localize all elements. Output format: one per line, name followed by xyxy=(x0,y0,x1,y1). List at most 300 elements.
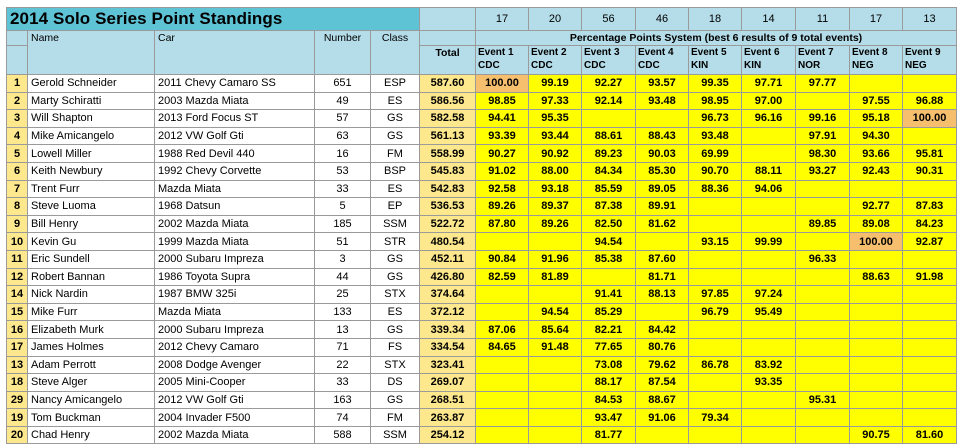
event-score: 88.13 xyxy=(636,286,689,304)
event-score xyxy=(476,303,529,321)
driver-name: Mike Furr xyxy=(28,303,155,321)
event-score: 89.91 xyxy=(636,198,689,216)
event-score xyxy=(796,374,850,392)
event-score xyxy=(529,391,582,409)
event-score xyxy=(742,215,796,233)
car-number: 51 xyxy=(315,233,371,251)
event-score: 79.62 xyxy=(636,356,689,374)
standings-table xyxy=(6,7,957,444)
table-row xyxy=(7,356,957,374)
event-score: 97.91 xyxy=(796,127,850,145)
event-score: 85.38 xyxy=(582,250,636,268)
class-cell: GS xyxy=(371,127,420,145)
class-cell: EP xyxy=(371,198,420,216)
event-score xyxy=(742,268,796,286)
driver-name: Chad Henry xyxy=(28,426,155,444)
car-name: 2005 Mini-Cooper xyxy=(155,374,315,392)
car-number: 71 xyxy=(315,338,371,356)
driver-name: Bill Henry xyxy=(28,215,155,233)
car-number: 33 xyxy=(315,374,371,392)
car-name: 1987 BMW 325i xyxy=(155,286,315,304)
table-row xyxy=(7,409,957,427)
event-score xyxy=(742,391,796,409)
event-score: 91.06 xyxy=(636,409,689,427)
event-score: 84.23 xyxy=(903,215,957,233)
event-score xyxy=(742,426,796,444)
event-score xyxy=(636,110,689,128)
event-score: 88.67 xyxy=(636,391,689,409)
driver-name: Adam Perrott xyxy=(28,356,155,374)
event-score xyxy=(903,321,957,339)
event-score: 79.34 xyxy=(689,409,742,427)
event-region: NOR xyxy=(798,60,821,71)
event-score: 93.57 xyxy=(636,75,689,93)
event-score xyxy=(850,75,903,93)
event-header xyxy=(636,46,689,75)
table-row xyxy=(7,286,957,304)
driver-name: Keith Newbury xyxy=(28,162,155,180)
event-header xyxy=(476,46,529,75)
table-row xyxy=(7,198,957,216)
event-score: 93.48 xyxy=(689,127,742,145)
event-count: 14 xyxy=(742,8,796,31)
event-score xyxy=(903,409,957,427)
event-score xyxy=(796,180,850,198)
event-score: 94.54 xyxy=(582,233,636,251)
event-score: 90.31 xyxy=(903,162,957,180)
event-label: Event 3 xyxy=(584,47,620,58)
event-label: Event 7 xyxy=(798,47,834,58)
event-score: 95.49 xyxy=(742,303,796,321)
driver-name: Steve Luoma xyxy=(28,198,155,216)
total-score: 323.41 xyxy=(420,356,476,374)
car-number: 63 xyxy=(315,127,371,145)
total-score: 480.54 xyxy=(420,233,476,251)
event-score xyxy=(903,250,957,268)
total-score: 522.72 xyxy=(420,215,476,233)
event-score: 91.48 xyxy=(529,338,582,356)
table-row xyxy=(7,303,957,321)
event-score xyxy=(689,215,742,233)
class-cell: ES xyxy=(371,92,420,110)
event-header xyxy=(903,46,957,75)
event-score xyxy=(476,409,529,427)
event-score: 87.38 xyxy=(582,198,636,216)
total-score: 372.12 xyxy=(420,303,476,321)
event-score: 81.89 xyxy=(529,268,582,286)
event-score xyxy=(529,356,582,374)
event-score: 96.33 xyxy=(796,250,850,268)
event-score: 81.62 xyxy=(636,215,689,233)
class-cell: GS xyxy=(371,268,420,286)
car-number: 16 xyxy=(315,145,371,163)
event-score: 100.00 xyxy=(903,110,957,128)
event-score xyxy=(689,338,742,356)
event-count: 20 xyxy=(529,8,582,31)
car-number: 22 xyxy=(315,356,371,374)
count-spacer xyxy=(420,8,476,31)
event-score xyxy=(689,268,742,286)
event-score xyxy=(529,426,582,444)
event-count: 56 xyxy=(582,8,636,31)
event-score: 73.08 xyxy=(582,356,636,374)
event-score: 81.60 xyxy=(903,426,957,444)
car-name: 1992 Chevy Corvette xyxy=(155,162,315,180)
table-row xyxy=(7,268,957,286)
event-score: 88.17 xyxy=(582,374,636,392)
event-score xyxy=(476,233,529,251)
event-score: 95.35 xyxy=(529,110,582,128)
car-number: 588 xyxy=(315,426,371,444)
driver-name: Mike Amicangelo xyxy=(28,127,155,145)
rank-cell: 3 xyxy=(7,110,28,128)
header-class: Class xyxy=(371,31,420,75)
event-score xyxy=(850,338,903,356)
event-header xyxy=(529,46,582,75)
table-row xyxy=(7,127,957,145)
event-score xyxy=(796,233,850,251)
event-score: 92.14 xyxy=(582,92,636,110)
event-region: CDC xyxy=(478,60,500,71)
car-number: 13 xyxy=(315,321,371,339)
event-score: 98.30 xyxy=(796,145,850,163)
event-score: 86.78 xyxy=(689,356,742,374)
rank-cell: 20 xyxy=(7,426,28,444)
table-row xyxy=(7,92,957,110)
class-cell: GS xyxy=(371,321,420,339)
event-score: 90.84 xyxy=(476,250,529,268)
event-score xyxy=(529,286,582,304)
event-score xyxy=(582,110,636,128)
total-score: 268.51 xyxy=(420,391,476,409)
event-score: 98.85 xyxy=(476,92,529,110)
event-score: 84.42 xyxy=(636,321,689,339)
car-name: Mazda Miata xyxy=(155,180,315,198)
event-score: 87.54 xyxy=(636,374,689,392)
table-row xyxy=(7,162,957,180)
event-score: 91.96 xyxy=(529,250,582,268)
event-region: CDC xyxy=(531,60,553,71)
event-score: 96.79 xyxy=(689,303,742,321)
event-label: Event 5 xyxy=(691,47,727,58)
event-count: 18 xyxy=(689,8,742,31)
car-number: 3 xyxy=(315,250,371,268)
table-row xyxy=(7,250,957,268)
driver-name: Will Shapton xyxy=(28,110,155,128)
driver-name: Robert Bannan xyxy=(28,268,155,286)
event-score: 93.66 xyxy=(850,145,903,163)
car-name: 2012 VW Golf Gti xyxy=(155,127,315,145)
rank-cell: 19 xyxy=(7,409,28,427)
rank-cell: 29 xyxy=(7,391,28,409)
event-score xyxy=(796,286,850,304)
event-label: Event 6 xyxy=(744,47,780,58)
driver-name: Eric Sundell xyxy=(28,250,155,268)
total-score: 587.60 xyxy=(420,75,476,93)
car-name: 2012 VW Golf Gti xyxy=(155,391,315,409)
event-score: 90.03 xyxy=(636,145,689,163)
total-score: 586.56 xyxy=(420,92,476,110)
table-row xyxy=(7,391,957,409)
car-number: 5 xyxy=(315,198,371,216)
event-score xyxy=(903,303,957,321)
event-score: 98.95 xyxy=(689,92,742,110)
event-score xyxy=(529,233,582,251)
event-count: 11 xyxy=(796,8,850,31)
event-score: 93.27 xyxy=(796,162,850,180)
class-cell: BSP xyxy=(371,162,420,180)
event-score: 92.27 xyxy=(582,75,636,93)
event-label: Event 2 xyxy=(531,47,567,58)
event-region: NEG xyxy=(852,60,874,71)
event-label: Event 9 xyxy=(905,47,941,58)
class-cell: SSM xyxy=(371,426,420,444)
header-cell xyxy=(7,31,28,46)
event-score: 93.35 xyxy=(742,374,796,392)
event-score: 97.55 xyxy=(850,92,903,110)
table-row xyxy=(7,145,957,163)
total-score: 545.83 xyxy=(420,162,476,180)
event-score xyxy=(903,286,957,304)
event-score: 87.83 xyxy=(903,198,957,216)
total-score: 582.58 xyxy=(420,110,476,128)
rank-cell: 5 xyxy=(7,145,28,163)
event-score xyxy=(742,198,796,216)
driver-name: Gerold Schneider xyxy=(28,75,155,93)
event-score: 82.50 xyxy=(582,215,636,233)
event-score: 97.24 xyxy=(742,286,796,304)
event-score xyxy=(742,321,796,339)
header-car: Car xyxy=(155,31,315,75)
total-score: 374.64 xyxy=(420,286,476,304)
class-cell: DS xyxy=(371,374,420,392)
class-cell: GS xyxy=(371,250,420,268)
car-number: 44 xyxy=(315,268,371,286)
car-name: 2002 Mazda Miata xyxy=(155,215,315,233)
driver-name: James Holmes xyxy=(28,338,155,356)
event-score: 82.59 xyxy=(476,268,529,286)
driver-name: Lowell Miller xyxy=(28,145,155,163)
total-score: 558.99 xyxy=(420,145,476,163)
event-score xyxy=(796,426,850,444)
car-name: 2008 Dodge Avenger xyxy=(155,356,315,374)
event-score: 96.16 xyxy=(742,110,796,128)
event-score: 88.11 xyxy=(742,162,796,180)
event-score xyxy=(742,409,796,427)
event-score: 93.48 xyxy=(636,92,689,110)
driver-name: Elizabeth Murk xyxy=(28,321,155,339)
event-score: 92.43 xyxy=(850,162,903,180)
event-region: KIN xyxy=(691,60,709,71)
car-number: 74 xyxy=(315,409,371,427)
event-score: 97.00 xyxy=(742,92,796,110)
event-score xyxy=(476,286,529,304)
event-score xyxy=(796,321,850,339)
event-score: 94.54 xyxy=(529,303,582,321)
table-row xyxy=(7,426,957,444)
event-region: KIN xyxy=(744,60,762,71)
class-cell: FM xyxy=(371,145,420,163)
driver-name: Nick Nardin xyxy=(28,286,155,304)
event-score: 91.41 xyxy=(582,286,636,304)
event-score: 85.59 xyxy=(582,180,636,198)
car-number: 163 xyxy=(315,391,371,409)
event-header xyxy=(850,46,903,75)
class-cell: GS xyxy=(371,391,420,409)
event-score xyxy=(796,268,850,286)
event-score: 89.05 xyxy=(636,180,689,198)
event-score: 94.41 xyxy=(476,110,529,128)
rank-cell: 16 xyxy=(7,321,28,339)
rank-cell: 14 xyxy=(7,286,28,304)
sheet-title: 2014 Solo Series Point Standings xyxy=(7,8,420,31)
event-score xyxy=(689,391,742,409)
car-name: 1986 Toyota Supra xyxy=(155,268,315,286)
event-score xyxy=(796,338,850,356)
rank-cell: 13 xyxy=(7,356,28,374)
event-region: CDC xyxy=(584,60,606,71)
event-score xyxy=(476,391,529,409)
event-score: 89.85 xyxy=(796,215,850,233)
driver-name: Nancy Amicangelo xyxy=(28,391,155,409)
event-score xyxy=(742,338,796,356)
event-score: 89.26 xyxy=(476,198,529,216)
event-score: 95.18 xyxy=(850,110,903,128)
event-score xyxy=(689,321,742,339)
event-score: 81.71 xyxy=(636,268,689,286)
event-score xyxy=(903,127,957,145)
driver-name: Steve Alger xyxy=(28,374,155,392)
event-score xyxy=(903,180,957,198)
event-score: 97.33 xyxy=(529,92,582,110)
event-score: 97.85 xyxy=(689,286,742,304)
header-name: Name xyxy=(28,31,155,75)
event-score: 90.70 xyxy=(689,162,742,180)
rank-cell: 4 xyxy=(7,127,28,145)
total-score: 536.53 xyxy=(420,198,476,216)
event-score xyxy=(742,250,796,268)
event-count: 13 xyxy=(903,8,957,31)
event-region: CDC xyxy=(638,60,660,71)
event-score xyxy=(850,250,903,268)
event-score: 93.47 xyxy=(582,409,636,427)
event-score: 89.37 xyxy=(529,198,582,216)
event-score: 93.18 xyxy=(529,180,582,198)
event-score: 85.29 xyxy=(582,303,636,321)
event-score xyxy=(903,356,957,374)
event-count: 17 xyxy=(476,8,529,31)
event-score: 90.75 xyxy=(850,426,903,444)
event-score xyxy=(476,374,529,392)
car-number: 53 xyxy=(315,162,371,180)
event-score: 91.02 xyxy=(476,162,529,180)
driver-name: Tom Buckman xyxy=(28,409,155,427)
event-score: 84.34 xyxy=(582,162,636,180)
event-score: 80.76 xyxy=(636,338,689,356)
total-score: 269.07 xyxy=(420,374,476,392)
car-name: 2003 Mazda Miata xyxy=(155,92,315,110)
event-score xyxy=(850,409,903,427)
class-cell: ESP xyxy=(371,75,420,93)
event-score: 99.35 xyxy=(689,75,742,93)
event-score: 85.64 xyxy=(529,321,582,339)
event-score: 91.98 xyxy=(903,268,957,286)
event-score: 77.65 xyxy=(582,338,636,356)
rank-cell: 12 xyxy=(7,268,28,286)
event-score: 87.80 xyxy=(476,215,529,233)
rank-cell: 18 xyxy=(7,374,28,392)
car-name: 2012 Chevy Camaro xyxy=(155,338,315,356)
event-score xyxy=(689,198,742,216)
driver-name: Kevin Gu xyxy=(28,233,155,251)
event-score: 92.58 xyxy=(476,180,529,198)
car-number: 133 xyxy=(315,303,371,321)
event-score xyxy=(476,426,529,444)
event-score: 94.30 xyxy=(850,127,903,145)
event-score: 85.30 xyxy=(636,162,689,180)
header-total: Total xyxy=(420,46,476,75)
header-cell xyxy=(420,31,476,46)
event-score: 96.88 xyxy=(903,92,957,110)
class-cell: STR xyxy=(371,233,420,251)
event-score xyxy=(689,374,742,392)
event-header xyxy=(796,46,850,75)
car-number: 25 xyxy=(315,286,371,304)
event-score xyxy=(796,92,850,110)
pps-label: Percentage Points System (best 6 results of 9 total events) xyxy=(476,31,957,46)
event-score xyxy=(903,75,957,93)
event-score xyxy=(689,250,742,268)
event-score: 84.65 xyxy=(476,338,529,356)
total-score: 542.83 xyxy=(420,180,476,198)
event-score: 89.08 xyxy=(850,215,903,233)
event-score: 88.36 xyxy=(689,180,742,198)
event-score xyxy=(582,268,636,286)
event-score xyxy=(903,374,957,392)
event-score: 87.60 xyxy=(636,250,689,268)
header-number: Number xyxy=(315,31,371,75)
driver-name: Trent Furr xyxy=(28,180,155,198)
event-score: 92.87 xyxy=(903,233,957,251)
event-score: 90.27 xyxy=(476,145,529,163)
event-score: 89.23 xyxy=(582,145,636,163)
rank-cell: 17 xyxy=(7,338,28,356)
event-score xyxy=(689,426,742,444)
event-score xyxy=(850,286,903,304)
event-score xyxy=(742,127,796,145)
event-score: 89.26 xyxy=(529,215,582,233)
header-cell xyxy=(7,46,28,75)
class-cell: SSM xyxy=(371,215,420,233)
event-score: 90.92 xyxy=(529,145,582,163)
rank-cell: 6 xyxy=(7,162,28,180)
event-score: 88.00 xyxy=(529,162,582,180)
event-score xyxy=(850,374,903,392)
event-score: 87.06 xyxy=(476,321,529,339)
car-name: 1988 Red Devil 440 xyxy=(155,145,315,163)
event-label: Event 4 xyxy=(638,47,674,58)
event-score xyxy=(796,303,850,321)
event-score: 69.99 xyxy=(689,145,742,163)
event-score xyxy=(796,356,850,374)
car-name: 2002 Mazda Miata xyxy=(155,426,315,444)
car-number: 49 xyxy=(315,92,371,110)
rank-cell: 8 xyxy=(7,198,28,216)
event-score xyxy=(476,356,529,374)
event-score xyxy=(903,338,957,356)
rank-cell: 9 xyxy=(7,215,28,233)
class-cell: FM xyxy=(371,409,420,427)
